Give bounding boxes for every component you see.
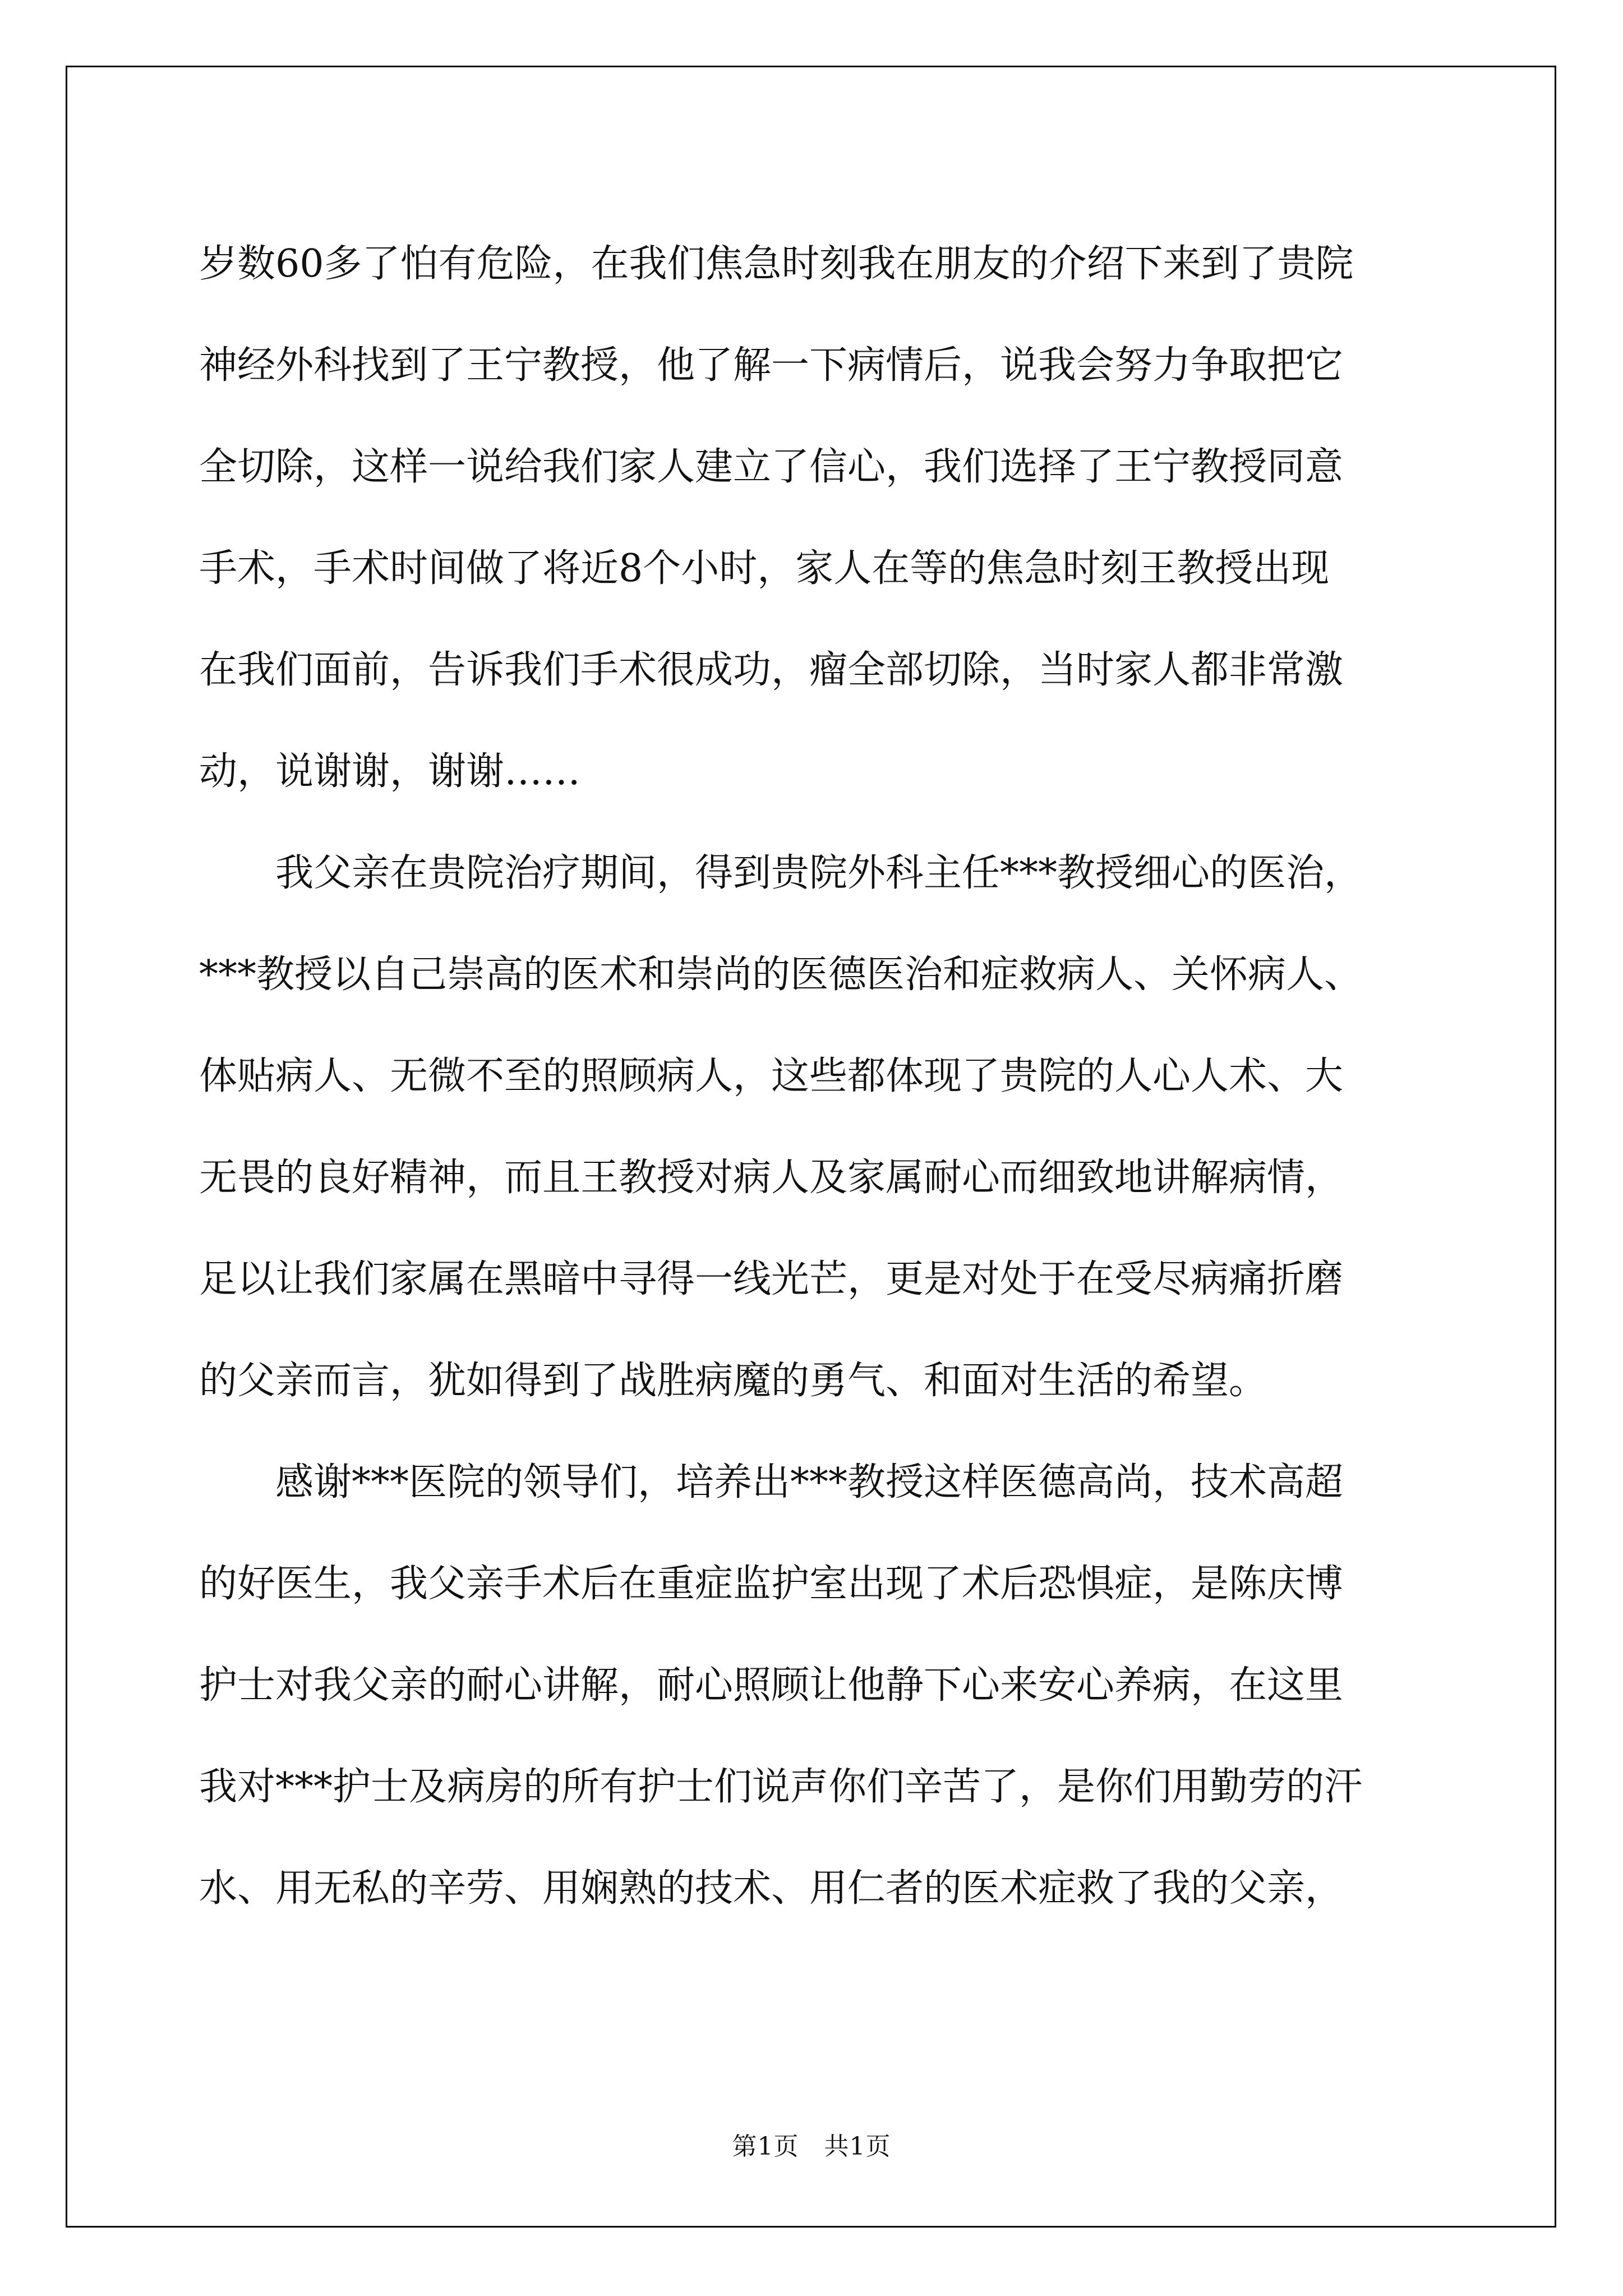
paragraph-start-line: 感谢***医院的领导们，培养出***教授这样医德高尚，技术高超	[275, 1460, 1344, 1504]
text-line: 神经外科找到了王宁教授，他了解一下病情后，说我会努力争取把它	[199, 343, 1344, 388]
text-line: 岁数60多了怕有危险，在我们焦急时刻我在朋友的介绍下来到了贵院	[199, 242, 1354, 286]
text-line: 的父亲而言，犹如得到了战胜病魔的勇气、和面对生活的希望。	[199, 1359, 1267, 1403]
text-line: 水、用无私的辛劳、用娴熟的技术、用仁者的医术症救了我的父亲，	[199, 1866, 1344, 1911]
paragraph-start-line: 我父亲在贵院治疗期间，得到贵院外科主任***教授细心的医治，	[275, 851, 1363, 895]
text-line: 动，说谢谢，谢谢……	[199, 749, 581, 794]
text-line: 全切除，这样一说给我们家人建立了信心，我们选择了王宁教授同意	[199, 445, 1344, 489]
text-line: 在我们面前，告诉我们手术很成功，瘤全部切除，当时家人都非常激	[199, 648, 1344, 692]
text-line: 无畏的良好精神，而且王教授对病人及家属耐心而细致地讲解病情，	[199, 1156, 1344, 1200]
text-line: 护士对我父亲的耐心讲解，耐心照顾让他静下心来安心养病，在这里	[199, 1663, 1344, 1708]
text-line: ***教授以自己崇高的医术和崇尚的医德医治和症救病人、关怀病人、	[199, 953, 1363, 997]
document-body	[199, 213, 1433, 1939]
text-line: 足以让我们家属在黑暗中寻得一线光芒，更是对处于在受尽病痛折磨	[199, 1257, 1344, 1301]
text-line: 我对***护士及病房的所有护士们说声你们辛苦了，是你们用勤劳的汗	[199, 1765, 1363, 1809]
page-number-footer: 第1页 共1页	[732, 2132, 891, 2161]
text-line: 的好医生，我父亲手术后在重症监护室出现了术后恐惧症，是陈庆博	[199, 1562, 1344, 1606]
text-line: 手术，手术时间做了将近8个小时，家人在等的焦急时刻王教授出现	[199, 546, 1330, 591]
text-line: 体贴病人、无微不至的照顾病人，这些都体现了贵院的人心人术、大	[199, 1054, 1344, 1098]
